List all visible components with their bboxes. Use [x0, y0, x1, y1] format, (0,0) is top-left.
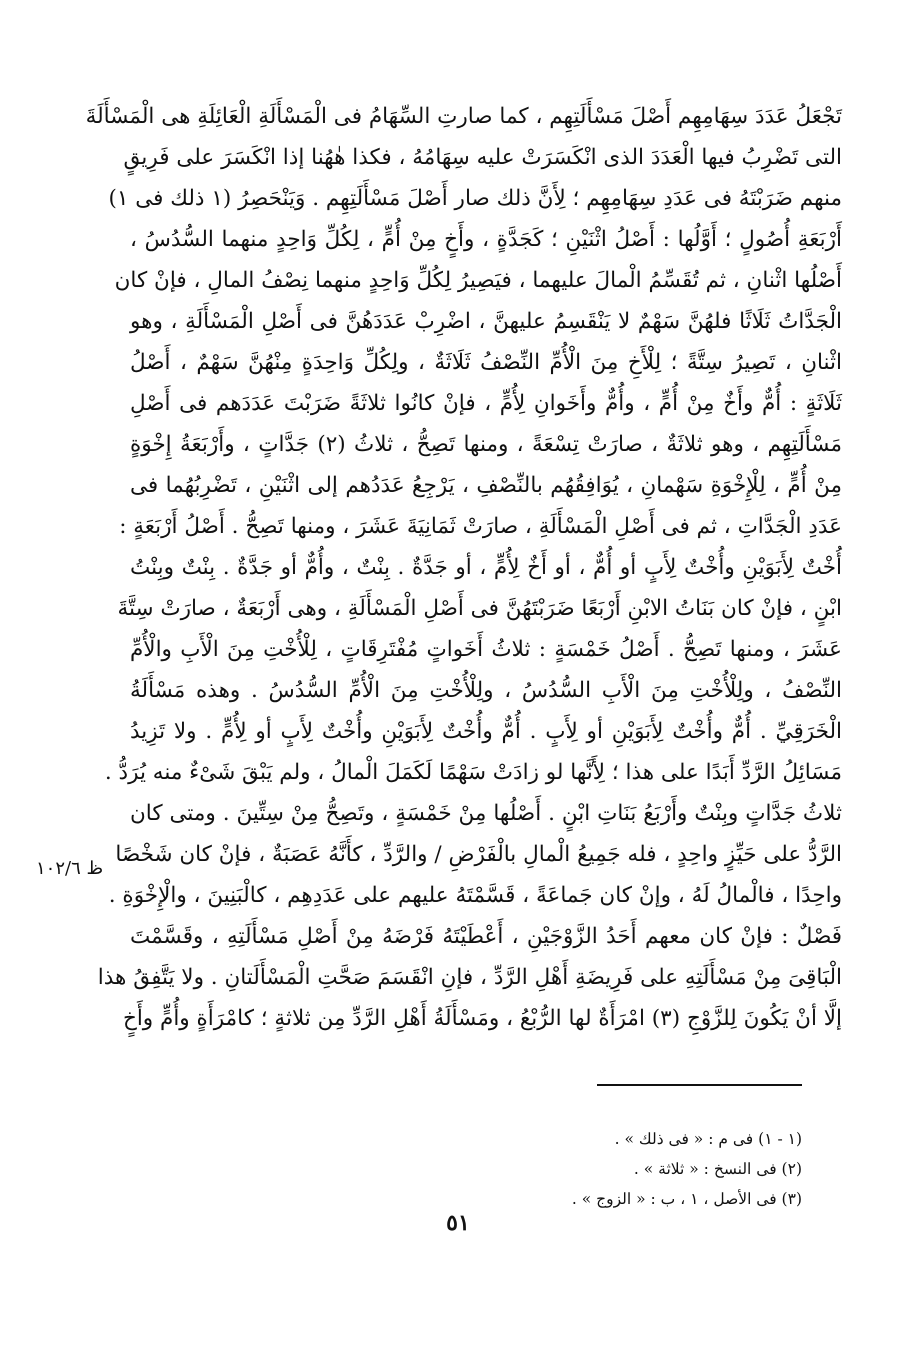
text-line: ثلاثُ جَدَّاتٍ وبِنْتٌ وأَرْبَعُ بَنَاتِ ابْنٍ . أَصْلُها مِنْ خَمْسَةٍ ، وتَصِحُّ مِنْ سِتِّينَ . ومتى كان [130, 801, 842, 826]
text-line-section-heading: فَصْلٌ : فإنْ كان معهم أَحَدُ الزَّوْجَيْنِ ، أَعْطَيْتَهُ فَرْضَهُ مِنْ أَصْلِ مَسْأَلَتِهِ ، وقَسَّمْتَ [130, 924, 842, 949]
text-line: اثْنانِ ، تَصِيرُ سِتَّةً ؛ لِلْأَخِ مِنَ الْأُمِّ النِّصْفُ ثَلَاثَةٌ ، ولِكُلِّ وَاحِدَةٍ مِنْهُنَّ سَهْمٌ ، أَصْلُ [130, 350, 842, 375]
text-line: عَشَرَ ، ومنها تَصِحُّ . أَصْلُ خَمْسَةٍ : ثلاثُ أَخَواتٍ مُفْتَرِقَاتٍ ، لِلْأُخْتِ مِنَ الْأَبِ والْأُمِّ [130, 637, 842, 662]
text-line: مَسْأَلَتِهِم ، وهو ثلاثَةٌ ، صارَتْ تِسْعَةً ، ومنها تَصِحُّ ، ثلاثُ (٢) جَدَّاتٍ ، وأَرْبَعَةُ إِخْوَةٍ [130, 432, 842, 457]
footnote-1: (١ - ١) فى م : « فى ذلك » . [614, 1130, 802, 1148]
text-line: واحِدًا ، فالْمالُ لَهُ ، وإنْ كان جَماعَةً ، قَسَّمْتَهُ عليهم على عَدَدِهِم ، كالْبَنِينَ ، والْإِخْوَةِ . [108, 883, 842, 908]
text-line: أَرْبَعَةِ أُصُولٍ ؛ أَوَّلُها : أَصْلُ اثْنَيْنِ ؛ كَجَدَّةٍ ، وأَخٍ مِنْ أُمٍّ ، لِكُلِّ وَاحِدٍ منهما السُّدُسُ ، [130, 227, 842, 252]
footnotes [360, 1124, 802, 1214]
text-line: أُخْتٌ لِأَبَوَيْنِ وأُخْتٌ لِأَبٍ أو أُمٌّ ، أو أَخٌ لِأُمٍّ ، أو جَدَّةٌ . بِنْتٌ ، وأُمٌّ أو جَدَّةٌ . بِنْتٌ وبِنْتُ [130, 555, 842, 580]
text-line: الْخَرَقِيِّ . أُمٌّ وأُخْتٌ لِأَبَوَيْنِ أو لِأَبٍ . أُمٌّ وأُخْتٌ لِأَبَوَيْنِ وأُخْتٌ لِأَبٍ أو لِأُمٍّ . ولا تَزِيدُ [130, 719, 842, 744]
page-number: ٥١ [446, 1210, 470, 1236]
text-line: الْبَاقِىَ مِنْ مَسْأَلَتِهِ على فَرِيضَةِ أَهْلِ الرَّدِّ ، فإنِ انْقَسَمَ صَحَّتِ الْمَسْأَلَتانِ . ولا يَتَّفِقُ هذا [97, 965, 842, 990]
text-line: الرَّدُّ على حَيِّزٍ واحِدٍ ، فله جَمِيعُ الْمالِ بالْفَرْضِ / والرَّدِّ ، كأَنَّهُ عَصَبَةٌ ، فإنْ كان شَخْصًا [115, 842, 842, 867]
text-line: عَدَدِ الْجَدَّاتِ ، ثم فى أَصْلِ الْمَسْأَلَةِ ، صارَتْ ثَمَانِيَةَ عَشَرَ ، ومنها تَصِحُّ . أَصْلُ أَرْبَعَةٍ : [119, 514, 842, 539]
footnote-3: (٣) فى الأصل ، ١ ، ب : « الزوج » . [571, 1190, 802, 1208]
footnote-2: (٢) فى النسخ : « ثلاثة » . [633, 1160, 802, 1178]
text-line: ابْنٍ ، فإنْ كان بَنَاتُ الابْنِ أَرْبَعًا ضَرَبْتَهُنَّ فى أَصْلِ الْمَسْأَلَةِ ، وهى أَرْبَعَةٌ ، صارَتْ سِتَّةَ [117, 596, 842, 621]
text-line: التى تَضْرِبُ فيها الْعَدَدَ الذى انْكَسَرَتْ عليه سِهَامُهُ ، فكذا هٰهُنا إذا انْكَسَرَ على فَرِيقٍ [123, 145, 842, 170]
text-line: منهم ضَرَبْتَهُ فى عَدَدِ سِهَامِهِم ؛ لِأَنَّ ذلك صار أَصْلَ مَسْأَلَتِهِم . وَيَنْحَصِرُ (١ ذلك فى ١) [108, 186, 842, 211]
text-line: النِّصْفُ ، ولِلْأُخْتِ مِنَ الْأَبِ السُّدُسُ ، ولِلْأُخْتِ مِنَ الْأُمِّ السُّدُسُ . وهذه مَسْأَلَةُ [130, 678, 842, 703]
text-line: مَسَائِلُ الرَّدِّ أَبَدًا على هذا ؛ لِأَنَّها لو زادَتْ سَهْمًا لَكَمَلَ الْمالُ ، ولم يَبْقَ شَىْءٌ منه يُرَدُّ . [104, 760, 842, 785]
text-line: أَصْلُها اثْنانِ ، ثم تُقَسِّمُ الْمالَ عليهما ، فيَصِيرُ لِكُلِّ وَاحِدٍ منهما نِصْفُ المالِ ، فإنْ كان [114, 268, 842, 293]
text-line: إلَّا أنْ يَكُونَ لِلزَّوْجِ (٣) امْرَأَةٌ لها الرُّبْعُ ، ومَسْأَلَةُ أَهْلِ الرَّدِّ مِن ثلاثةٍ ؛ كامْرَأَةٍ وأُمٍّ وأَخٍ [122, 1006, 842, 1031]
text-line: مِنْ أُمٍّ ، لِلْإِخْوَةِ سَهْمانِ ، يُوَافِقُهُم بالنِّصْفِ ، يَرْجِعُ عَدَدُهم إلى اثْنَيْنِ ، تَضْرِبُهُما فى [130, 473, 842, 498]
margin-page-reference: ظ ١٠٢/٦ [36, 858, 104, 879]
text-line: ثَلَاثَةٍ : أُمٌّ وأَخٌ مِنْ أُمٍّ ، وأُمٌّ وأَخَوانِ لِأُمٍّ ، فإنْ كانُوا ثلاثَةً ضَرَبْتَ عَدَدَهم فى أَصْلِ [130, 391, 842, 416]
footnote-separator [597, 1084, 802, 1086]
text-line: تَجْعَلُ عَدَدَ سِهَامِهِم أَصْلَ مَسْأَلَتِهِم ، كما صارتِ السِّهَامُ فى الْمَسْأَلَةِ الْعَائِلَةِ هى الْمَسْأَلَةَ [85, 104, 842, 129]
text-line: الْجَدَّاتُ ثَلَاثًا فلهُنَّ سَهْمٌ لا يَنْقَسِمُ عليهنَّ ، اضْرِبْ عَدَدَهُنَّ فى أَصْلِ الْمَسْأَلَةِ ، وهو [130, 309, 842, 334]
main-text-block [85, 96, 842, 1039]
